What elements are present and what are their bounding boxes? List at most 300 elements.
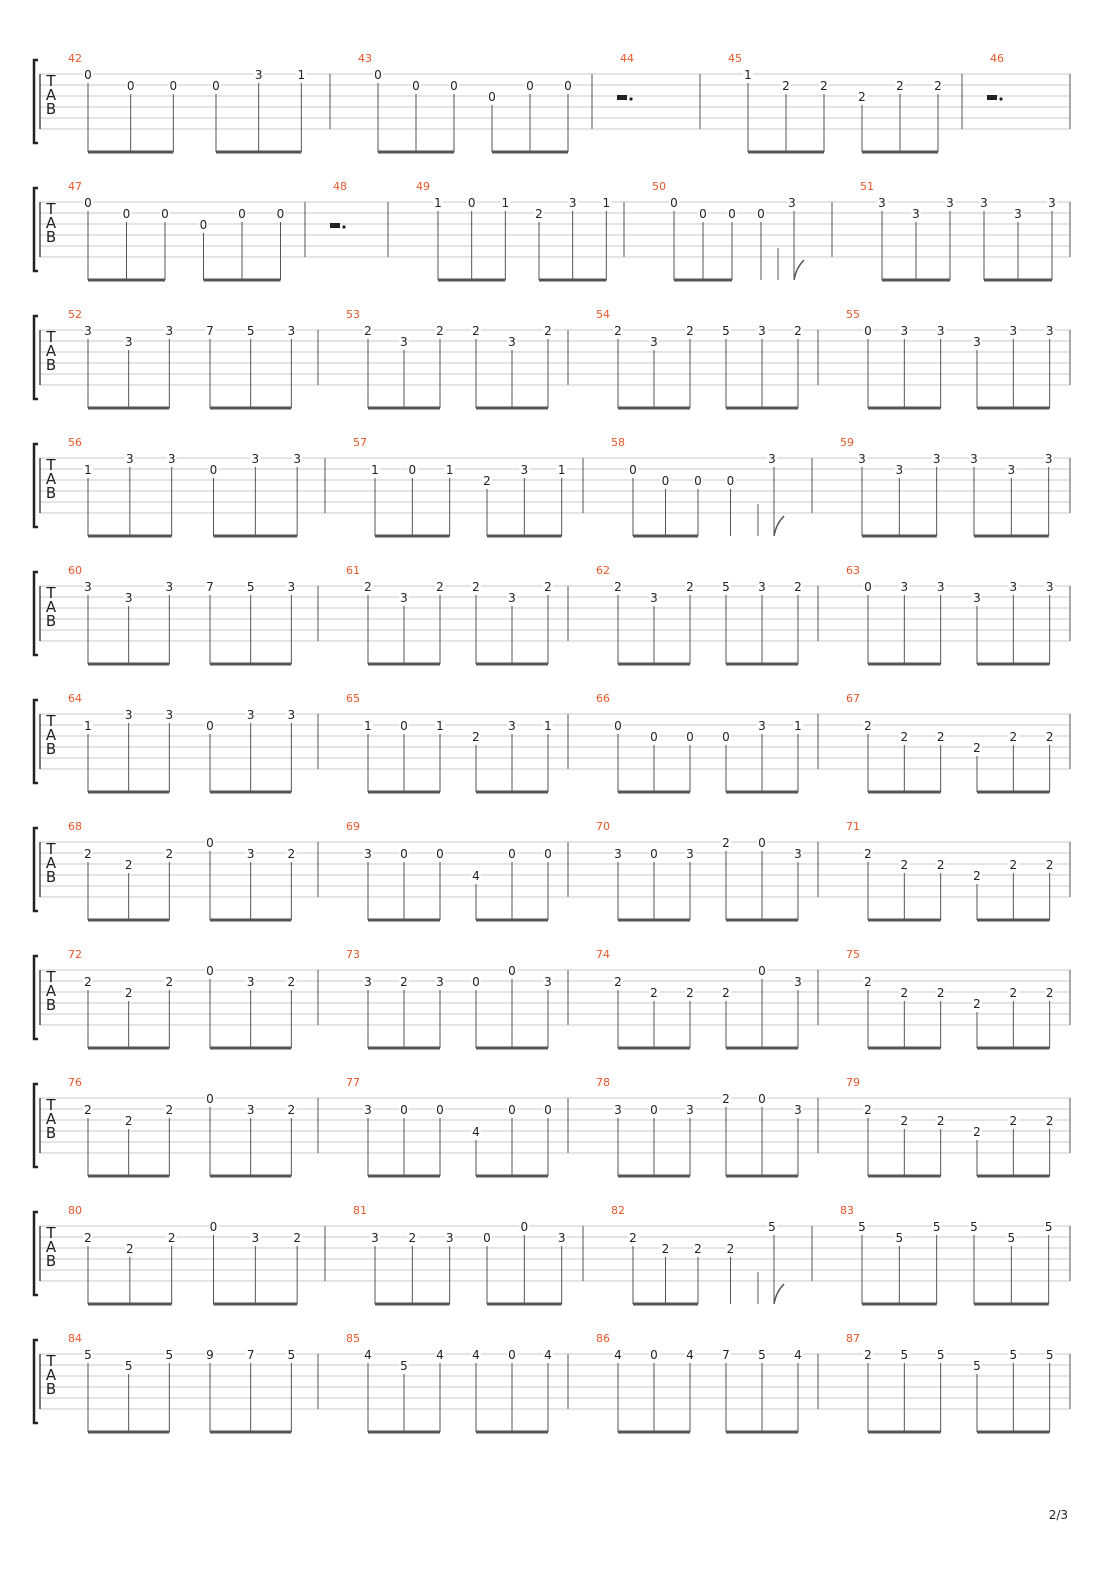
fret-number: 1: [602, 196, 611, 210]
fret-number: 0: [544, 847, 552, 861]
fret-number: 3: [946, 196, 954, 210]
fret-number: 5: [758, 1348, 766, 1362]
half-rest: [987, 95, 997, 100]
tab-clef-letter: T: [46, 456, 56, 474]
fret-number: 3: [758, 719, 766, 733]
fret-number: 0: [694, 474, 702, 488]
fret-number: 3: [287, 324, 296, 338]
fret-number: 3: [557, 1231, 566, 1245]
fret-number: 2: [614, 580, 622, 594]
fret-number: 3: [167, 452, 176, 466]
fret-number: 7: [722, 1348, 730, 1362]
fret-number: 3: [508, 591, 516, 605]
measure-number: 75: [846, 948, 860, 961]
fret-number: 2: [400, 975, 408, 989]
fret-number: 2: [1009, 730, 1018, 744]
tab-clef-letter: A: [45, 598, 57, 616]
fret-number: 3: [936, 324, 945, 338]
page-number: 2/3: [1048, 1508, 1068, 1522]
fret-number: 2: [124, 858, 133, 872]
fret-number: 2: [973, 997, 981, 1011]
fret-number: 5: [936, 1348, 945, 1362]
fret-number: 2: [900, 1114, 909, 1128]
measure-number: 59: [840, 436, 854, 449]
tab-clef-letter: A: [45, 86, 57, 104]
fret-number: 3: [124, 335, 133, 349]
tab-clef-letter: T: [46, 72, 56, 90]
tab-clef-letter: A: [45, 342, 57, 360]
fret-number: 3: [124, 591, 133, 605]
fret-number: 2: [124, 1114, 133, 1128]
fret-number: 2: [1045, 730, 1054, 744]
fret-number: 3: [568, 196, 577, 210]
fret-number: 3: [364, 975, 372, 989]
fret-number: 3: [400, 335, 408, 349]
fret-number: 2: [686, 986, 694, 1000]
fret-number: 0: [84, 68, 92, 82]
fret-number: 5: [895, 1231, 904, 1245]
fret-number: 4: [472, 1348, 480, 1362]
fret-number: 2: [614, 324, 622, 338]
fret-number: 0: [374, 68, 382, 82]
measure-number: 73: [346, 948, 360, 961]
fret-number: 3: [165, 580, 174, 594]
fret-number: 2: [794, 580, 802, 594]
fret-number: 3: [165, 708, 174, 722]
system-bracket: [34, 1340, 38, 1423]
measure-number: 65: [346, 692, 360, 705]
fret-number: 0: [650, 1348, 658, 1362]
fret-number: 2: [165, 975, 174, 989]
rest-dot: [999, 97, 1002, 100]
fret-number: 3: [246, 1103, 255, 1117]
fret-number: 2: [694, 1242, 702, 1256]
fret-number: 2: [686, 324, 694, 338]
fret-number: 2: [936, 858, 945, 872]
fret-number: 4: [544, 1348, 552, 1362]
measure-number: 61: [346, 564, 360, 577]
fret-number: 2: [364, 324, 372, 338]
fret-number: 3: [614, 1103, 622, 1117]
fret-number: 3: [1048, 196, 1056, 210]
fret-number: 2: [167, 1231, 176, 1245]
fret-number: 3: [287, 708, 296, 722]
fret-number: 0: [122, 207, 131, 221]
fret-number: 5: [970, 1220, 978, 1234]
fret-number: 5: [1044, 1220, 1053, 1234]
fret-number: 3: [84, 580, 92, 594]
measure-number: 71: [846, 820, 860, 833]
fret-number: 3: [251, 1231, 260, 1245]
fret-number: 3: [973, 591, 981, 605]
fret-number: 2: [544, 324, 552, 338]
fret-number: 0: [670, 196, 678, 210]
fret-number: 2: [722, 1092, 730, 1106]
measure-number: 64: [68, 692, 82, 705]
fret-number: 2: [1045, 1114, 1054, 1128]
fret-number: 0: [544, 1103, 552, 1117]
fret-number: 2: [858, 90, 866, 104]
fret-number: 5: [1007, 1231, 1016, 1245]
fret-number: 0: [864, 324, 872, 338]
fret-number: 2: [1045, 858, 1054, 872]
measure-number: 85: [346, 1332, 360, 1345]
fret-number: 3: [400, 591, 408, 605]
fret-number: 3: [520, 463, 529, 477]
fret-number: 0: [699, 207, 707, 221]
tab-clef-letter: B: [45, 996, 57, 1014]
fret-number: 0: [84, 196, 92, 210]
fret-number: 2: [936, 730, 945, 744]
tab-clef-letter: B: [45, 228, 57, 246]
fret-number: 0: [564, 79, 572, 93]
fret-number: 0: [436, 1103, 444, 1117]
measure-number: 82: [611, 1204, 625, 1217]
fret-number: 0: [206, 719, 214, 733]
tab-clef-letter: B: [45, 612, 57, 630]
system-bracket: [34, 572, 38, 655]
fret-number: 2: [84, 847, 92, 861]
fret-number: 5: [900, 1348, 909, 1362]
measure-number: 55: [846, 308, 860, 321]
measure-number: 48: [333, 180, 347, 193]
fret-number: 2: [782, 79, 790, 93]
fret-number: 2: [165, 1103, 174, 1117]
measure-number: 44: [620, 52, 634, 65]
fret-number: 2: [864, 975, 872, 989]
fret-number: 2: [896, 79, 904, 93]
fret-number: 2: [436, 580, 444, 594]
fret-number: 5: [84, 1348, 92, 1362]
fret-number: 5: [1009, 1348, 1018, 1362]
fret-number: 3: [1044, 452, 1053, 466]
fret-number: 5: [246, 324, 255, 338]
tab-clef-letter: T: [46, 840, 56, 858]
measure-number: 67: [846, 692, 860, 705]
fret-number: 0: [206, 1092, 214, 1106]
fret-number: 0: [467, 196, 476, 210]
tab-clef-letter: B: [45, 1380, 57, 1398]
fret-number: 3: [124, 708, 133, 722]
fret-number: 3: [246, 847, 255, 861]
measure-number: 72: [68, 948, 82, 961]
fret-number: 3: [165, 324, 174, 338]
fret-number: 3: [900, 580, 909, 594]
fret-number: 0: [199, 218, 208, 232]
measure-number: 84: [68, 1332, 82, 1345]
fret-number: 3: [936, 580, 945, 594]
fret-number: 2: [472, 730, 480, 744]
measure-number: 81: [353, 1204, 367, 1217]
fret-number: 0: [758, 964, 766, 978]
fret-number: 3: [1009, 580, 1018, 594]
measure-number: 69: [346, 820, 360, 833]
fret-number: 3: [788, 196, 796, 210]
fret-number: 3: [508, 335, 516, 349]
fret-number: 0: [508, 1103, 516, 1117]
fret-number: 0: [508, 1348, 516, 1362]
fret-number: 2: [287, 847, 296, 861]
measure-number: 77: [346, 1076, 360, 1089]
fret-number: 1: [445, 463, 454, 477]
fret-number: 0: [161, 207, 169, 221]
tab-clef-letter: T: [46, 200, 56, 218]
fret-number: 2: [472, 324, 480, 338]
fret-number: 2: [686, 580, 694, 594]
fret-number: 0: [488, 90, 496, 104]
fret-number: 3: [900, 324, 909, 338]
tab-clef-letter: B: [45, 1252, 57, 1270]
note-flag: [794, 260, 804, 280]
fret-number: 3: [1045, 580, 1054, 594]
fret-number: 3: [758, 324, 766, 338]
fret-number: 2: [293, 1231, 301, 1245]
fret-number: 2: [900, 730, 909, 744]
fret-number: 7: [246, 1348, 255, 1362]
rest-dot: [342, 225, 345, 228]
fret-number: 0: [757, 207, 765, 221]
fret-number: 0: [650, 1103, 658, 1117]
system-bracket: [34, 60, 38, 143]
tab-clef-letter: A: [45, 1110, 57, 1128]
fret-number: 3: [1007, 463, 1016, 477]
fret-number: 5: [1045, 1348, 1054, 1362]
measure-number: 60: [68, 564, 82, 577]
system-bracket: [34, 1212, 38, 1295]
fret-number: 0: [686, 730, 694, 744]
tab-clef-letter: T: [46, 1224, 56, 1242]
fret-number: 2: [629, 1231, 637, 1245]
tab-clef-letter: B: [45, 484, 57, 502]
fret-number: 2: [900, 986, 909, 1000]
fret-number: 1: [501, 196, 510, 210]
fret-number: 3: [686, 847, 694, 861]
fret-number: 1: [794, 719, 802, 733]
fret-number: 2: [936, 1114, 945, 1128]
measure-number: 49: [416, 180, 430, 193]
fret-number: 2: [820, 79, 828, 93]
fret-number: 0: [276, 207, 285, 221]
fret-number: 2: [722, 986, 730, 1000]
fret-number: 3: [614, 847, 622, 861]
tab-clef-letter: A: [45, 470, 57, 488]
tab-clef-letter: T: [46, 1352, 56, 1370]
fret-number: 2: [900, 858, 909, 872]
system-bracket: [34, 1084, 38, 1167]
fret-number: 3: [364, 847, 372, 861]
fret-number: 4: [364, 1348, 372, 1362]
fret-number: 1: [744, 68, 752, 82]
fret-number: 2: [287, 975, 296, 989]
tab-clef-letter: B: [45, 868, 57, 886]
fret-number: 2: [973, 741, 981, 755]
measure-number: 47: [68, 180, 82, 193]
fret-number: 2: [1009, 858, 1018, 872]
fret-number: 0: [400, 1103, 408, 1117]
measure-number: 46: [990, 52, 1004, 65]
fret-number: 4: [794, 1348, 802, 1362]
fret-number: 4: [472, 1125, 480, 1139]
fret-number: 2: [84, 1103, 92, 1117]
fret-number: 2: [287, 1103, 296, 1117]
fret-number: 2: [165, 847, 174, 861]
fret-number: 2: [722, 836, 730, 850]
fret-number: 2: [535, 207, 543, 221]
fret-number: 3: [251, 452, 260, 466]
tab-clef-letter: T: [46, 328, 56, 346]
fret-number: 0: [650, 730, 658, 744]
fret-number: 3: [246, 975, 255, 989]
measure-number: 78: [596, 1076, 610, 1089]
fret-number: 5: [722, 324, 730, 338]
fret-number: 3: [445, 1231, 454, 1245]
fret-number: 2: [1009, 1114, 1018, 1128]
measure-number: 45: [728, 52, 742, 65]
fret-number: 4: [614, 1348, 622, 1362]
fret-number: 3: [287, 580, 296, 594]
rest-dot: [629, 97, 632, 100]
fret-number: 3: [1045, 324, 1054, 338]
note-flag: [774, 516, 784, 536]
measure-number: 87: [846, 1332, 860, 1345]
fret-number: 2: [124, 986, 133, 1000]
fret-number: 0: [726, 474, 735, 488]
fret-number: 2: [544, 580, 552, 594]
fret-number: 0: [483, 1231, 491, 1245]
tab-clef-letter: B: [45, 356, 57, 374]
fret-number: 4: [436, 1348, 444, 1362]
fret-number: 0: [408, 463, 417, 477]
fret-number: 0: [400, 847, 408, 861]
fret-number: 2: [436, 324, 444, 338]
measure-number: 42: [68, 52, 82, 65]
measure-number: 43: [358, 52, 372, 65]
fret-number: 5: [246, 580, 255, 594]
fret-number: 3: [878, 196, 886, 210]
fret-number: 1: [84, 719, 92, 733]
measure-number: 58: [611, 436, 625, 449]
tab-clef-letter: A: [45, 726, 57, 744]
fret-number: 0: [209, 1220, 218, 1234]
fret-number: 3: [544, 975, 552, 989]
fret-number: 3: [1014, 207, 1022, 221]
measure-number: 52: [68, 308, 82, 321]
fret-number: 2: [661, 1242, 670, 1256]
fret-number: 3: [293, 452, 301, 466]
fret-number: 0: [212, 79, 220, 93]
fret-number: 3: [768, 452, 776, 466]
tab-clef-letter: B: [45, 1124, 57, 1142]
fret-number: 3: [1009, 324, 1018, 338]
fret-number: 2: [364, 580, 372, 594]
fret-number: 0: [436, 847, 444, 861]
fret-number: 0: [864, 580, 872, 594]
fret-number: 0: [661, 474, 670, 488]
fret-number: 2: [934, 79, 942, 93]
measure-number: 80: [68, 1204, 82, 1217]
fret-number: 5: [722, 580, 730, 594]
fret-number: 2: [472, 580, 480, 594]
fret-number: 0: [412, 79, 420, 93]
measure-number: 74: [596, 948, 610, 961]
fret-number: 0: [400, 719, 408, 733]
tab-clef-letter: B: [45, 100, 57, 118]
half-rest: [330, 223, 340, 228]
fret-number: 2: [936, 986, 945, 1000]
fret-number: 3: [126, 452, 134, 466]
tab-clef-letter: A: [45, 854, 57, 872]
fret-number: 0: [450, 79, 458, 93]
fret-number: 1: [557, 463, 566, 477]
system-bracket: [34, 828, 38, 911]
fret-number: 1: [364, 719, 372, 733]
measure-number: 51: [860, 180, 874, 193]
tab-clef-letter: T: [46, 584, 56, 602]
fret-number: 2: [84, 975, 92, 989]
measure-number: 83: [840, 1204, 854, 1217]
fret-number: 0: [526, 79, 534, 93]
measure-number: 62: [596, 564, 610, 577]
fret-number: 7: [206, 324, 214, 338]
fret-number: 0: [650, 847, 658, 861]
fret-number: 1: [371, 463, 379, 477]
tab-clef-letter: T: [46, 1096, 56, 1114]
system-bracket: [34, 188, 38, 271]
fret-number: 2: [1009, 986, 1018, 1000]
tab-clef-letter: T: [46, 968, 56, 986]
fret-number: 3: [912, 207, 920, 221]
tab-clef-letter: T: [46, 712, 56, 730]
fret-number: 0: [238, 207, 246, 221]
fret-number: 3: [895, 463, 904, 477]
fret-number: 5: [165, 1348, 174, 1362]
fret-number: 3: [686, 1103, 694, 1117]
fret-number: 1: [434, 196, 442, 210]
fret-number: 0: [614, 719, 622, 733]
measure-number: 70: [596, 820, 610, 833]
fret-number: 0: [728, 207, 736, 221]
fret-number: 3: [254, 68, 263, 82]
note-flag: [774, 1284, 784, 1304]
fret-number: 0: [209, 463, 218, 477]
fret-number: 3: [650, 591, 658, 605]
system-bracket: [34, 956, 38, 1039]
fret-number: 2: [650, 986, 658, 1000]
fret-number: 3: [970, 452, 978, 466]
fret-number: 2: [973, 1125, 981, 1139]
fret-number: 5: [400, 1359, 408, 1373]
fret-number: 2: [614, 975, 622, 989]
measure-number: 53: [346, 308, 360, 321]
tab-clef-letter: A: [45, 1238, 57, 1256]
tab-clef-letter: B: [45, 740, 57, 758]
measure-number: 57: [353, 436, 367, 449]
fret-number: 3: [436, 975, 444, 989]
half-rest: [617, 95, 627, 100]
fret-number: 5: [768, 1220, 776, 1234]
measure-number: 54: [596, 308, 610, 321]
tab-clef-letter: A: [45, 982, 57, 1000]
measure-number: 68: [68, 820, 82, 833]
fret-number: 0: [206, 964, 214, 978]
fret-number: 2: [973, 869, 981, 883]
fret-number: 0: [722, 730, 730, 744]
tab-clef-letter: A: [45, 1366, 57, 1384]
fret-number: 4: [686, 1348, 694, 1362]
fret-number: 2: [794, 324, 802, 338]
fret-number: 2: [726, 1242, 735, 1256]
measure-number: 56: [68, 436, 82, 449]
